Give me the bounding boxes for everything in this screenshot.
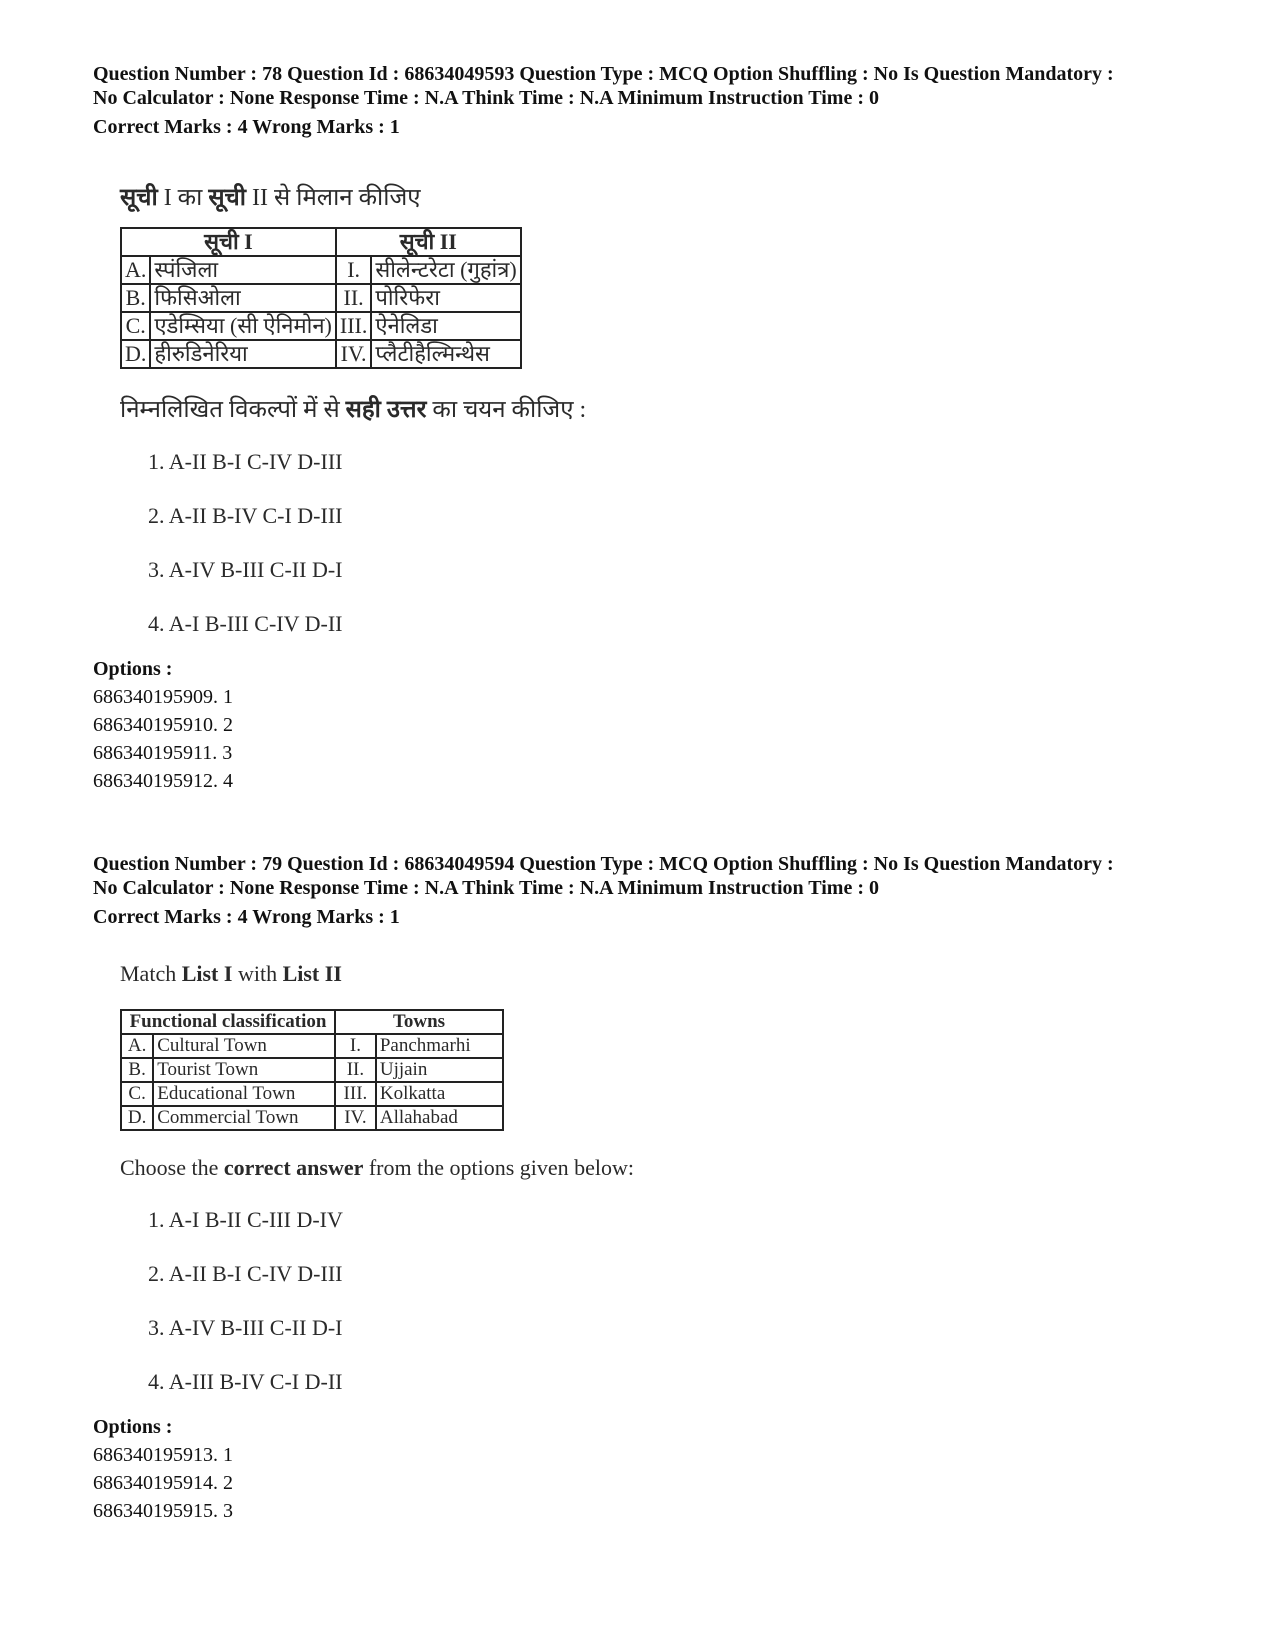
table-header-row — [121, 228, 521, 256]
answer-choice-1: 1. A-II B-I C-IV D-III — [148, 449, 343, 474]
question-79 — [93, 852, 1233, 1525]
question-meta-line1: Question Number : 78 Question Id : 68634049593 Question Type : MCQ Option Shuffling : No Is Question Mandatory : — [93, 63, 1114, 85]
match-table — [120, 227, 522, 369]
answer-choice-1: 1. A-I B-II C-III D-IV — [148, 1207, 343, 1232]
options-title: Options : — [93, 658, 173, 680]
question-marks: Correct Marks : 4 Wrong Marks : 1 — [93, 116, 400, 138]
table-row: B. फिसिओला II. पोरिफेरा — [121, 284, 521, 312]
table-row: A. Cultural Town I. Panchmarhi — [121, 1034, 503, 1058]
option-row: 686340195913. 1 — [93, 1444, 233, 1466]
option-row: 686340195909. 1 — [93, 686, 233, 708]
question-marks: Correct Marks : 4 Wrong Marks : 1 — [93, 906, 400, 928]
answer-choice-2: 2. A-II B-I C-IV D-III — [148, 1261, 343, 1286]
question-instruction: Choose the correct answer from the options given below: — [120, 1155, 635, 1180]
question-instruction: निम्नलिखित विकल्पों में से सही उत्तर का चयन कीजिए : — [120, 397, 587, 423]
towns-header: Towns — [335, 1010, 503, 1034]
table-row: B. Tourist Town II. Ujjain — [121, 1058, 503, 1082]
options-block — [93, 655, 1233, 795]
answer-choice-2: 2. A-II B-IV C-I D-III — [148, 503, 343, 528]
question-78 — [93, 62, 1233, 795]
option-row: 686340195911. 3 — [93, 742, 233, 764]
answer-choice-3: 3. A-IV B-III C-II D-I — [148, 1315, 343, 1340]
question-content — [120, 959, 1233, 1403]
table-row: D. Commercial Town IV. Allahabad — [121, 1106, 503, 1130]
answer-choices — [120, 1205, 1233, 1403]
answer-choice-4: 4. A-III B-IV C-I D-II — [148, 1369, 343, 1394]
question-prompt: Match List I with List II — [120, 961, 342, 986]
question-meta-line1: Question Number : 79 Question Id : 68634049594 Question Type : MCQ Option Shuffling : No Is Question Mandatory : — [93, 853, 1114, 875]
option-row: 686340195915. 3 — [93, 1500, 233, 1522]
table-header-row — [121, 1010, 503, 1034]
answer-choice-3: 3. A-IV B-III C-II D-I — [148, 557, 343, 582]
option-row: 686340195912. 4 — [93, 770, 233, 792]
answer-choice-4: 4. A-I B-III C-IV D-II — [148, 611, 343, 636]
list-i-header: सूची I — [121, 228, 336, 256]
question-prompt: सूची I का सूची II से मिलान कीजिए — [120, 185, 421, 211]
table-row: C. Educational Town III. Kolkatta — [121, 1082, 503, 1106]
functional-classification-header: Functional classification — [121, 1010, 335, 1034]
match-table — [120, 1009, 504, 1131]
table-row: A. स्पंजिला I. सीलेन्टरेटा (गुहांत्र) — [121, 256, 521, 284]
options-title: Options : — [93, 1416, 173, 1438]
question-meta-line2: No Calculator : None Response Time : N.A Think Time : N.A Minimum Instruction Time : 0 — [93, 87, 879, 109]
list-ii-header: सूची II — [336, 228, 521, 256]
table-row: C. एडेम्सिया (सी ऐनिमोन) III. ऐनेलिडा — [121, 312, 521, 340]
question-content — [120, 183, 1233, 645]
options-block — [93, 1413, 1233, 1525]
question-meta-line2: No Calculator : None Response Time : N.A Think Time : N.A Minimum Instruction Time : 0 — [93, 877, 879, 899]
table-row: D. हीरुडिनेरिया IV. प्लैटीहैल्मिन्थेस — [121, 340, 521, 368]
option-row: 686340195910. 2 — [93, 714, 233, 736]
answer-choices — [120, 447, 1233, 645]
option-row: 686340195914. 2 — [93, 1472, 233, 1494]
